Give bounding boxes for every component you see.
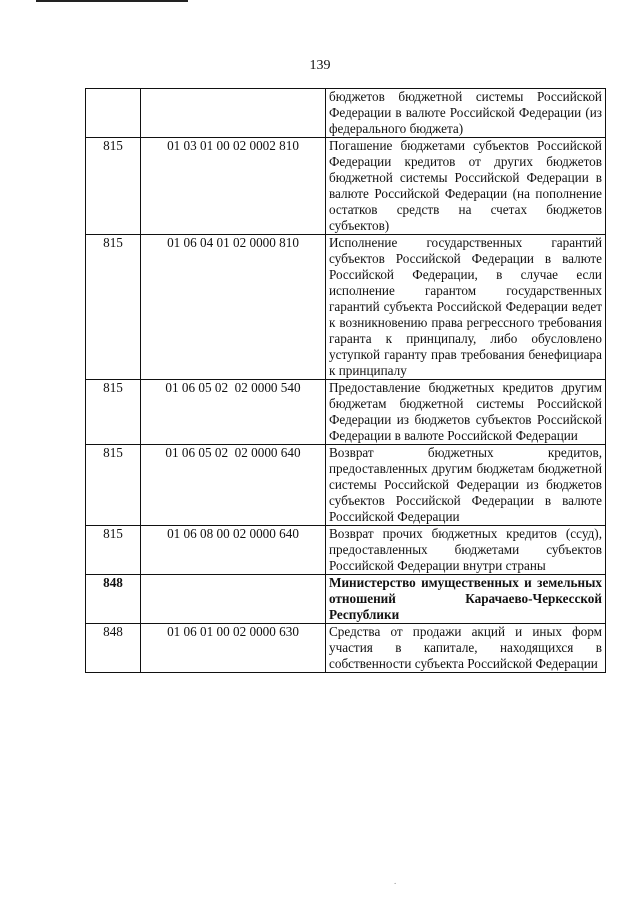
source-code-cell: 01 06 01 00 02 0000 630	[141, 624, 326, 673]
description-cell: Исполнение государственных гарантий субъектов Российской Федерации в валюте Российской Федерации, в случае если исполнение гарантом государственных гарантий субъекта Российской Федерации ведет к возникновению права регрессного требования гаранта к принципалу, либо обусловлено уступкой гаранту прав требования бенефициара к принципалу	[326, 235, 606, 380]
admin-code-cell: 815	[86, 138, 141, 235]
admin-code-cell: 815	[86, 380, 141, 445]
source-code-cell: 01 06 05 02 02 0000 540	[141, 380, 326, 445]
table-row	[86, 89, 606, 138]
admin-code-cell: 815	[86, 445, 141, 526]
description-cell: Средства от продажи акций и иных форм участия в капитале, находящихся в собственности субъекта Российской Федерации	[326, 624, 606, 673]
page-number: 139	[309, 58, 331, 73]
description-cell: Предоставление бюджетных кредитов другим бюджетам бюджетной системы Российской Федерации из бюджетов субъектов Российской Федерации в валюте Российской Федерации	[326, 380, 606, 445]
admin-code-cell: 848	[86, 575, 141, 624]
table-row	[86, 235, 606, 380]
admin-code-cell: 815	[86, 526, 141, 575]
table-row	[86, 445, 606, 526]
table-row	[86, 138, 606, 235]
source-code-cell: 01 06 05 02 02 0000 640	[141, 445, 326, 526]
admin-code-cell	[86, 89, 141, 138]
table-row	[86, 575, 606, 624]
scan-mark: .	[394, 876, 397, 886]
description-cell: Министерство имущественных и земельных отношений Карачаево-Черкесской Республики	[326, 575, 606, 624]
description-cell: Возврат бюджетных кредитов, предоставленных другим бюджетам бюджетной системы Российской Федерации из бюджетов субъектов Российской Федерации в валюте Российской Федерации	[326, 445, 606, 526]
description-cell: Погашение бюджетами субъектов Российской Федерации кредитов от других бюджетов бюджетной системы Российской Федерации в валюте Российской Федерации (на пополнение остатков средств на счетах бюджетов субъектов)	[326, 138, 606, 235]
table-row	[86, 380, 606, 445]
source-code-cell	[141, 89, 326, 138]
top-rule	[36, 0, 188, 2]
budget-sources-table	[85, 88, 606, 673]
admin-code-cell: 815	[86, 235, 141, 380]
source-code-cell: 01 06 04 01 02 0000 810	[141, 235, 326, 380]
table-row	[86, 624, 606, 673]
table-body	[86, 89, 606, 673]
source-code-cell: 01 03 01 00 02 0002 810	[141, 138, 326, 235]
source-code-cell	[141, 575, 326, 624]
admin-code-cell: 848	[86, 624, 141, 673]
description-cell: Возврат прочих бюджетных кредитов (ссуд), предоставленных бюджетами субъектов Российской Федерации внутри страны	[326, 526, 606, 575]
source-code-cell: 01 06 08 00 02 0000 640	[141, 526, 326, 575]
table-row	[86, 526, 606, 575]
description-cell: бюджетов бюджетной системы Российской Федерации в валюте Российской Федерации (из федерального бюджета)	[326, 89, 606, 138]
